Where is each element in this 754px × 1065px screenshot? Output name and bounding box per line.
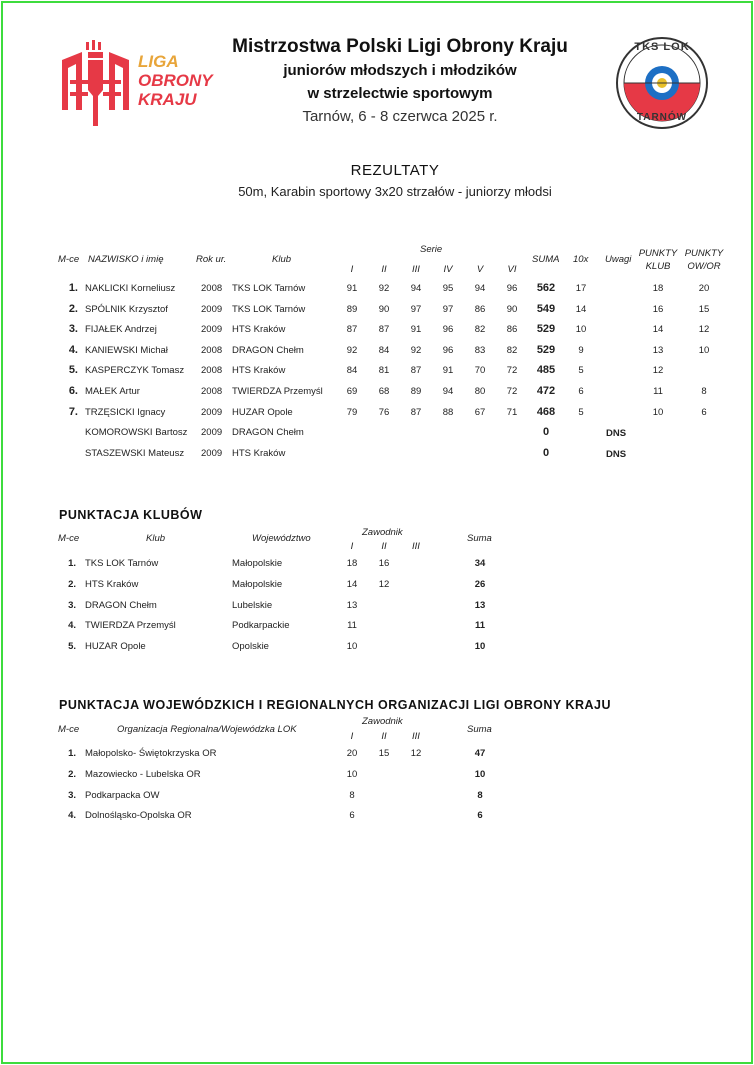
region-sum: 10 (474, 768, 486, 780)
club-voivodeship: Opolskie (232, 641, 269, 653)
row-series-6: 96 (506, 283, 518, 294)
results-heading: REZULTATY (350, 162, 440, 179)
club-voivodeship: Małopolskie (232, 578, 283, 590)
col-pts-ow-1: PUNKTY (684, 248, 724, 259)
eagle-emblem-icon (58, 40, 133, 130)
row-series-5: 82 (474, 324, 486, 336)
row-sum: 562 (536, 282, 556, 294)
row-series-6: 86 (506, 324, 518, 336)
regions-col-z3: III (412, 731, 420, 742)
region-player-1: 8 (349, 789, 355, 801)
club-sum: 26 (474, 578, 486, 590)
row-sum: 485 (536, 364, 556, 377)
tks-lok-tarnow-logo (612, 36, 712, 131)
row-club: DRAGON Chełm (232, 427, 304, 439)
region-sum: 47 (474, 748, 486, 759)
club-player-2: 12 (378, 578, 390, 590)
row-notes: DNS (606, 448, 627, 460)
club-player-1: 14 (346, 578, 358, 590)
row-series-1: 92 (346, 344, 358, 356)
row-series-6: 72 (506, 386, 518, 397)
club-sum: 10 (474, 641, 486, 653)
row-name: FIJAŁEK Andrzej (85, 324, 157, 336)
club-name: DRAGON Chełm (85, 599, 157, 611)
place-and-date: Tarnów, 6 - 8 czerwca 2025 r. (302, 108, 498, 125)
row-points-ow: 8 (701, 386, 707, 397)
club-place: 2. (68, 578, 76, 590)
row-year: 2009 (201, 427, 223, 439)
row-sum: 468 (536, 405, 556, 418)
regions-col-org: Organizacja Regionalna/Wojewódzka LOK (117, 724, 297, 735)
club-player-1: 10 (346, 641, 358, 653)
row-series-3: 92 (410, 344, 422, 356)
row-name: MAŁEK Artur (85, 386, 140, 397)
liga-obrony-kraju-logo (58, 40, 213, 130)
row-year: 2009 (201, 406, 223, 418)
row-name: KOMOROWSKI Bartosz (85, 427, 188, 439)
row-series-3: 91 (410, 324, 422, 336)
row-place: 5. (68, 364, 78, 377)
row-notes: DNS (606, 428, 627, 440)
row-place: 2. (68, 302, 78, 315)
row-points-club: 11 (653, 386, 663, 397)
col-s4: IV (443, 264, 453, 275)
row-series-5: 67 (474, 406, 486, 418)
col-serie: Serie (420, 244, 443, 255)
row-club: HTS Kraków (232, 324, 286, 336)
row-place: 6. (68, 385, 78, 397)
row-points-ow: 6 (701, 406, 707, 418)
row-series-4: 96 (442, 344, 454, 356)
club-name: TKS LOK Tarnów (85, 558, 159, 569)
row-tens: 10 (575, 324, 587, 336)
row-year: 2008 (201, 344, 223, 356)
page-title: Mistrzostwa Polski Ligi Obrony Kraju (232, 36, 568, 57)
clubs-col-club: Klub (146, 533, 166, 544)
row-club: TKS LOK Tarnów (232, 283, 306, 294)
row-series-2: 92 (378, 283, 390, 294)
region-name: Mazowiecko - Lubelska OR (85, 768, 201, 780)
row-sum: 472 (536, 385, 556, 397)
region-player-3: 12 (410, 748, 422, 759)
row-series-1: 87 (346, 324, 358, 336)
region-sum: 8 (477, 789, 483, 801)
row-place: 1. (68, 282, 78, 294)
regions-col-z2: II (381, 731, 387, 742)
row-year: 2008 (201, 386, 223, 397)
row-series-4: 97 (442, 303, 454, 315)
clubs-col-z1: I (350, 541, 354, 552)
row-points-ow: 12 (698, 324, 710, 336)
col-pts-club-1: PUNKTY (638, 248, 678, 259)
row-points-club: 13 (652, 344, 664, 356)
club-sum: 34 (474, 558, 486, 569)
region-place: 1. (68, 748, 76, 759)
club-player-2: 16 (378, 558, 390, 569)
club-voivodeship: Lubelskie (232, 599, 273, 611)
row-sum: 529 (536, 343, 556, 356)
club-sum: 13 (474, 599, 486, 611)
row-name: NAKLICKI Korneliusz (85, 283, 176, 294)
row-series-3: 97 (410, 303, 422, 315)
region-player-1: 6 (349, 810, 355, 822)
row-club: TWIERDZA Przemyśl (232, 386, 323, 397)
row-name: KANIEWSKI Michał (85, 344, 168, 356)
page-subtitle-line3: w strzelectwie sportowym (307, 85, 493, 102)
logo-tks-lok-text: TKS LOK (634, 41, 690, 53)
club-name: HTS Kraków (85, 578, 139, 590)
row-series-4: 94 (442, 386, 454, 397)
row-club: DRAGON Chełm (232, 344, 304, 356)
row-place: 7. (68, 405, 78, 418)
row-tens: 9 (578, 344, 584, 356)
row-points-club: 14 (652, 324, 664, 336)
row-series-5: 70 (474, 365, 486, 377)
region-place: 3. (68, 789, 76, 801)
col-pts-club-2: KLUB (645, 261, 671, 272)
row-points-club: 18 (652, 283, 664, 294)
region-name: Podkarpacka OW (85, 789, 160, 801)
row-points-club: 10 (652, 406, 664, 418)
row-name: TRZĘSICKI Ignacy (85, 406, 166, 418)
club-sum: 11 (474, 620, 486, 632)
regions-col-player: Zawodnik (362, 716, 403, 727)
row-series-5: 83 (474, 344, 486, 356)
club-player-1: 13 (346, 599, 358, 611)
col-club: Klub (272, 254, 292, 265)
region-player-1: 20 (346, 748, 358, 759)
col-s1: I (350, 264, 354, 275)
row-series-1: 84 (346, 365, 358, 377)
row-series-1: 79 (346, 406, 358, 418)
row-series-6: 90 (506, 303, 518, 315)
results-subheading: 50m, Karabin sportowy 3x20 strzałów - juniorzy młodsi (238, 184, 552, 199)
region-name: Dolnośląsko-Opolska OR (85, 810, 192, 822)
row-tens: 6 (578, 386, 584, 397)
row-series-1: 91 (346, 283, 358, 294)
region-player-1: 10 (346, 768, 358, 780)
col-s3: III (412, 264, 420, 275)
club-place: 1. (68, 558, 76, 569)
row-place: 4. (68, 343, 78, 356)
col-place: M-ce (58, 254, 80, 265)
clubs-col-player: Zawodnik (362, 527, 403, 538)
col-s6: VI (507, 264, 517, 275)
row-tens: 5 (578, 365, 584, 377)
row-year: 2009 (201, 324, 223, 336)
region-name: Małopolsko- Świętokrzyska OR (85, 748, 217, 759)
col-tens: 10x (573, 254, 589, 265)
row-place: 3. (68, 323, 78, 336)
row-series-3: 94 (410, 283, 422, 294)
region-sum: 6 (477, 810, 483, 822)
row-club: HUZAR Opole (232, 406, 293, 418)
club-place: 5. (68, 641, 76, 653)
col-s2: II (381, 264, 387, 275)
col-sum: SUMA (532, 254, 560, 265)
regions-col-sum: Suma (467, 724, 492, 735)
row-sum: 549 (536, 302, 556, 315)
clubs-heading: PUNKTACJA KLUBÓW (59, 508, 203, 522)
row-points-ow: 10 (698, 344, 710, 356)
row-series-1: 89 (346, 303, 358, 315)
row-year: 2009 (201, 447, 223, 459)
row-points-club: 12 (652, 365, 664, 377)
row-series-2: 84 (378, 344, 390, 356)
region-player-2: 15 (378, 748, 390, 759)
row-name: STASZEWSKI Mateusz (85, 447, 185, 459)
logo-tarnow-text: TARNÓW (636, 112, 688, 123)
row-sum: 0 (542, 446, 550, 459)
col-year: Rok ur. (196, 254, 227, 265)
logo-text-kraju: KRAJU (138, 90, 197, 109)
col-s5: V (476, 264, 484, 275)
club-player-1: 11 (347, 620, 357, 632)
col-notes: Uwagi (605, 254, 632, 265)
club-voivodeship: Małopolskie (232, 558, 283, 569)
club-place: 4. (68, 620, 76, 632)
row-club: TKS LOK Tarnów (232, 303, 306, 315)
regions-col-place: M-ce (58, 724, 80, 735)
logo-text-liga: LIGA (138, 52, 179, 71)
clubs-col-z3: III (412, 541, 420, 552)
row-tens: 5 (578, 406, 584, 418)
row-series-4: 88 (442, 406, 454, 418)
clubs-col-z2: II (381, 541, 387, 552)
col-name: NAZWISKO i imię (88, 254, 164, 265)
page-subtitle-line2: juniorów młodszych i młodzików (283, 62, 517, 79)
clubs-col-place: M-ce (58, 533, 80, 544)
club-name: HUZAR Opole (85, 641, 146, 653)
row-series-2: 90 (378, 303, 390, 315)
row-series-2: 81 (378, 365, 390, 377)
club-place: 3. (68, 599, 76, 611)
region-place: 4. (68, 810, 76, 822)
row-tens: 14 (575, 303, 587, 315)
row-year: 2008 (201, 283, 223, 294)
region-place: 2. (68, 768, 76, 780)
row-points-ow: 20 (698, 283, 710, 294)
club-player-1: 18 (346, 558, 358, 569)
row-series-4: 91 (442, 365, 454, 377)
clubs-col-voiv: Województwo (252, 533, 311, 544)
row-series-2: 76 (378, 406, 390, 418)
row-series-5: 94 (474, 283, 486, 294)
row-series-5: 86 (474, 303, 486, 315)
row-name: KASPERCZYK Tomasz (85, 365, 185, 377)
row-points-ow: 15 (698, 303, 710, 315)
row-series-4: 96 (442, 324, 454, 336)
col-pts-ow-2: OW/OR (687, 261, 721, 272)
club-name: TWIERDZA Przemyśl (85, 620, 176, 632)
row-series-2: 87 (378, 324, 390, 336)
row-club: HTS Kraków (232, 447, 286, 459)
row-year: 2008 (201, 365, 223, 377)
row-series-1: 69 (346, 386, 358, 397)
regions-heading: PUNKTACJA WOJEWÓDZKICH I REGIONALNYCH ORGANIZACJI LIGI OBRONY KRAJU (59, 698, 612, 712)
row-sum: 0 (542, 426, 550, 439)
row-club: HTS Kraków (232, 365, 286, 377)
clubs-col-sum: Suma (467, 533, 492, 544)
row-series-4: 95 (442, 283, 454, 294)
row-series-3: 89 (410, 386, 422, 397)
row-points-club: 16 (652, 303, 664, 315)
row-series-3: 87 (410, 406, 422, 418)
row-series-6: 72 (506, 365, 518, 377)
row-tens: 17 (575, 283, 587, 294)
row-series-5: 80 (474, 386, 486, 397)
row-year: 2009 (201, 303, 223, 315)
logo-text-obrony: OBRONY (138, 71, 213, 90)
row-series-2: 68 (378, 386, 390, 397)
row-sum: 529 (536, 323, 556, 336)
row-series-6: 82 (506, 344, 518, 356)
row-series-3: 87 (410, 365, 422, 377)
regions-col-z1: I (350, 731, 354, 742)
row-series-6: 71 (506, 406, 518, 418)
row-name: SPÓLNIK Krzysztof (85, 303, 168, 315)
club-voivodeship: Podkarpackie (232, 620, 290, 632)
